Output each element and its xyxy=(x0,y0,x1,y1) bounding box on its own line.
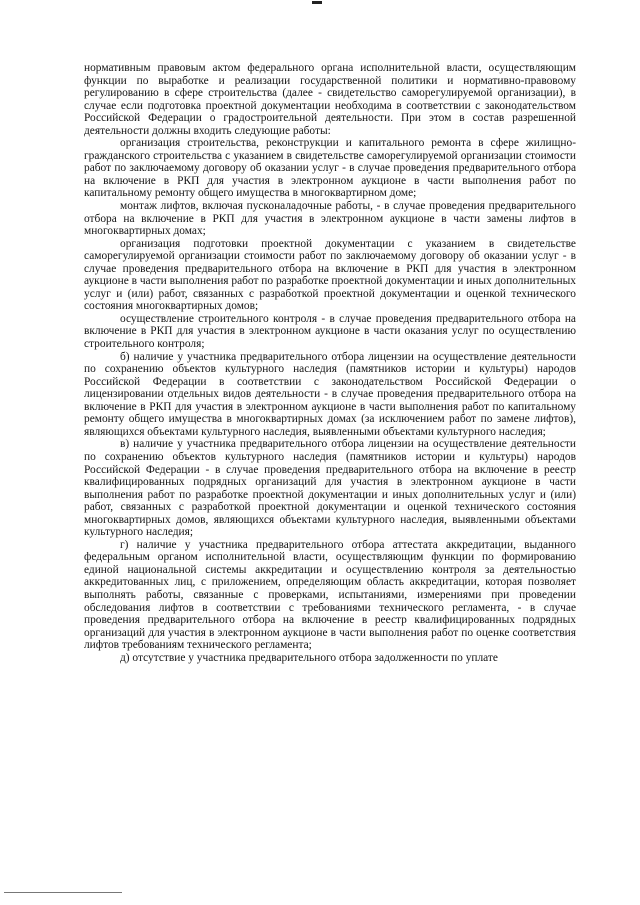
paragraph-construction-organization: организация строительства, реконструкции и капитального ремонта в сфере жилищно-гражданского строительства с указанием в свидетельстве саморегулируемой организации стоимости работ по заключаемому договору об оказании услуг - в случае проведения предварительного отбора на включение в РКП для участия в электронном аукционе в части выполнения работ по капитальному ремонту общего имущества в многоквартирном доме; xyxy=(84,137,576,200)
paragraph-construction-control: осуществление строительного контроля - в случае проведения предварительного отбора на включение в РКП для участия в электронном аукционе в части оказания услуг по осуществлению строительного контроля; xyxy=(84,312,576,351)
document-body xyxy=(84,62,576,664)
footnote-divider xyxy=(4,892,122,893)
paragraph-continuation: нормативным правовым актом федерального органа исполнительной власти, осуществляющим функции по выработке и реализации государственной политики и нормативно-правовому регулированию в сфере строительства (далее - свидетельство саморегулируемой организации), в случае если подготовка проектной документации необходима в соответствии с законодательством Российской Федерации о градостроительной деятельности. При этом в состав разрешенной деятельности должны входить следующие работы: xyxy=(84,62,576,137)
paragraph-item-v: в) наличие у участника предварительного отбора лицензии на осуществление деятельности по сохранению объектов культурного наследия (памятников истории и культуры) народов Российской Федерации - в случае проведения предварительного отбора на включение в реестр квалифицированных подрядных организаций для участия в электронном аукционе в части выполнения работ по разработке проектной документации и иных дополнительных услуг и (или) работ, связанных с разработкой проектной документации и оценкой технического состояния многоквартирных домов, являющихся объектами культурного наследия, выявленными объектами культурного наследия; xyxy=(84,438,576,539)
paragraph-item-b: б) наличие у участника предварительного отбора лицензии на осуществление деятельности по сохранению объектов культурного наследия (памятников истории и культуры) народов Российской Федерации в соответствии с законодательством Российской Федерации о лицензировании отдельных видов деятельности - в случае проведения предварительного отбора на включение в РКП для участия в электронном аукционе в части выполнения работ по капитальному ремонту общего имущества в многоквартирных домах (за исключением работ по замене лифтов), являющихся объектами культурного наследия, выявленными объектами культурного наследия; xyxy=(84,350,576,438)
paragraph-design-documentation: организация подготовки проектной документации с указанием в свидетельстве саморегулируемой организации стоимости работ по заключаемому договору об оказании услуг - в случае проведения предварительного отбора на включение в РКП для участия в электронном аукционе в части выполнения работ по разработке проектной документации и иных дополнительных услуг и (или) работ, связанных с разработкой проектной документации и оценкой технического состояния многоквартирных домов; xyxy=(84,237,576,313)
paragraph-lift-installation: монтаж лифтов, включая пусконаладочные работы, - в случае проведения предварительного отбора на включение в РКП для участия в электронном аукционе в части замены лифтов в многоквартирных домах; xyxy=(84,200,576,238)
paragraph-item-g: г) наличие у участника предварительного отбора аттестата аккредитации, выданного федеральным органом исполнительной власти, осуществляющим функции по формированию единой национальной системы аккредитации и осуществлению контроля за деятельностью аккредитованных лиц, с приложением, определяющим область аккредитации, которая позволяет выполнять работы, связанные с проверками, испытаниями, измерениями при проведении обследования лифтов в соответствии с требованиями технического регламента, - в случае проведения предварительного отбора на включение в реестр квалифицированных подрядных организаций для участия в электронном аукционе в части выполнения работ по оценке соответствия лифтов требованиям технического регламента; xyxy=(84,538,576,652)
page-top-mark xyxy=(312,1,322,4)
paragraph-item-d: д) отсутствие у участника предварительного отбора задолженности по уплате xyxy=(120,651,498,664)
